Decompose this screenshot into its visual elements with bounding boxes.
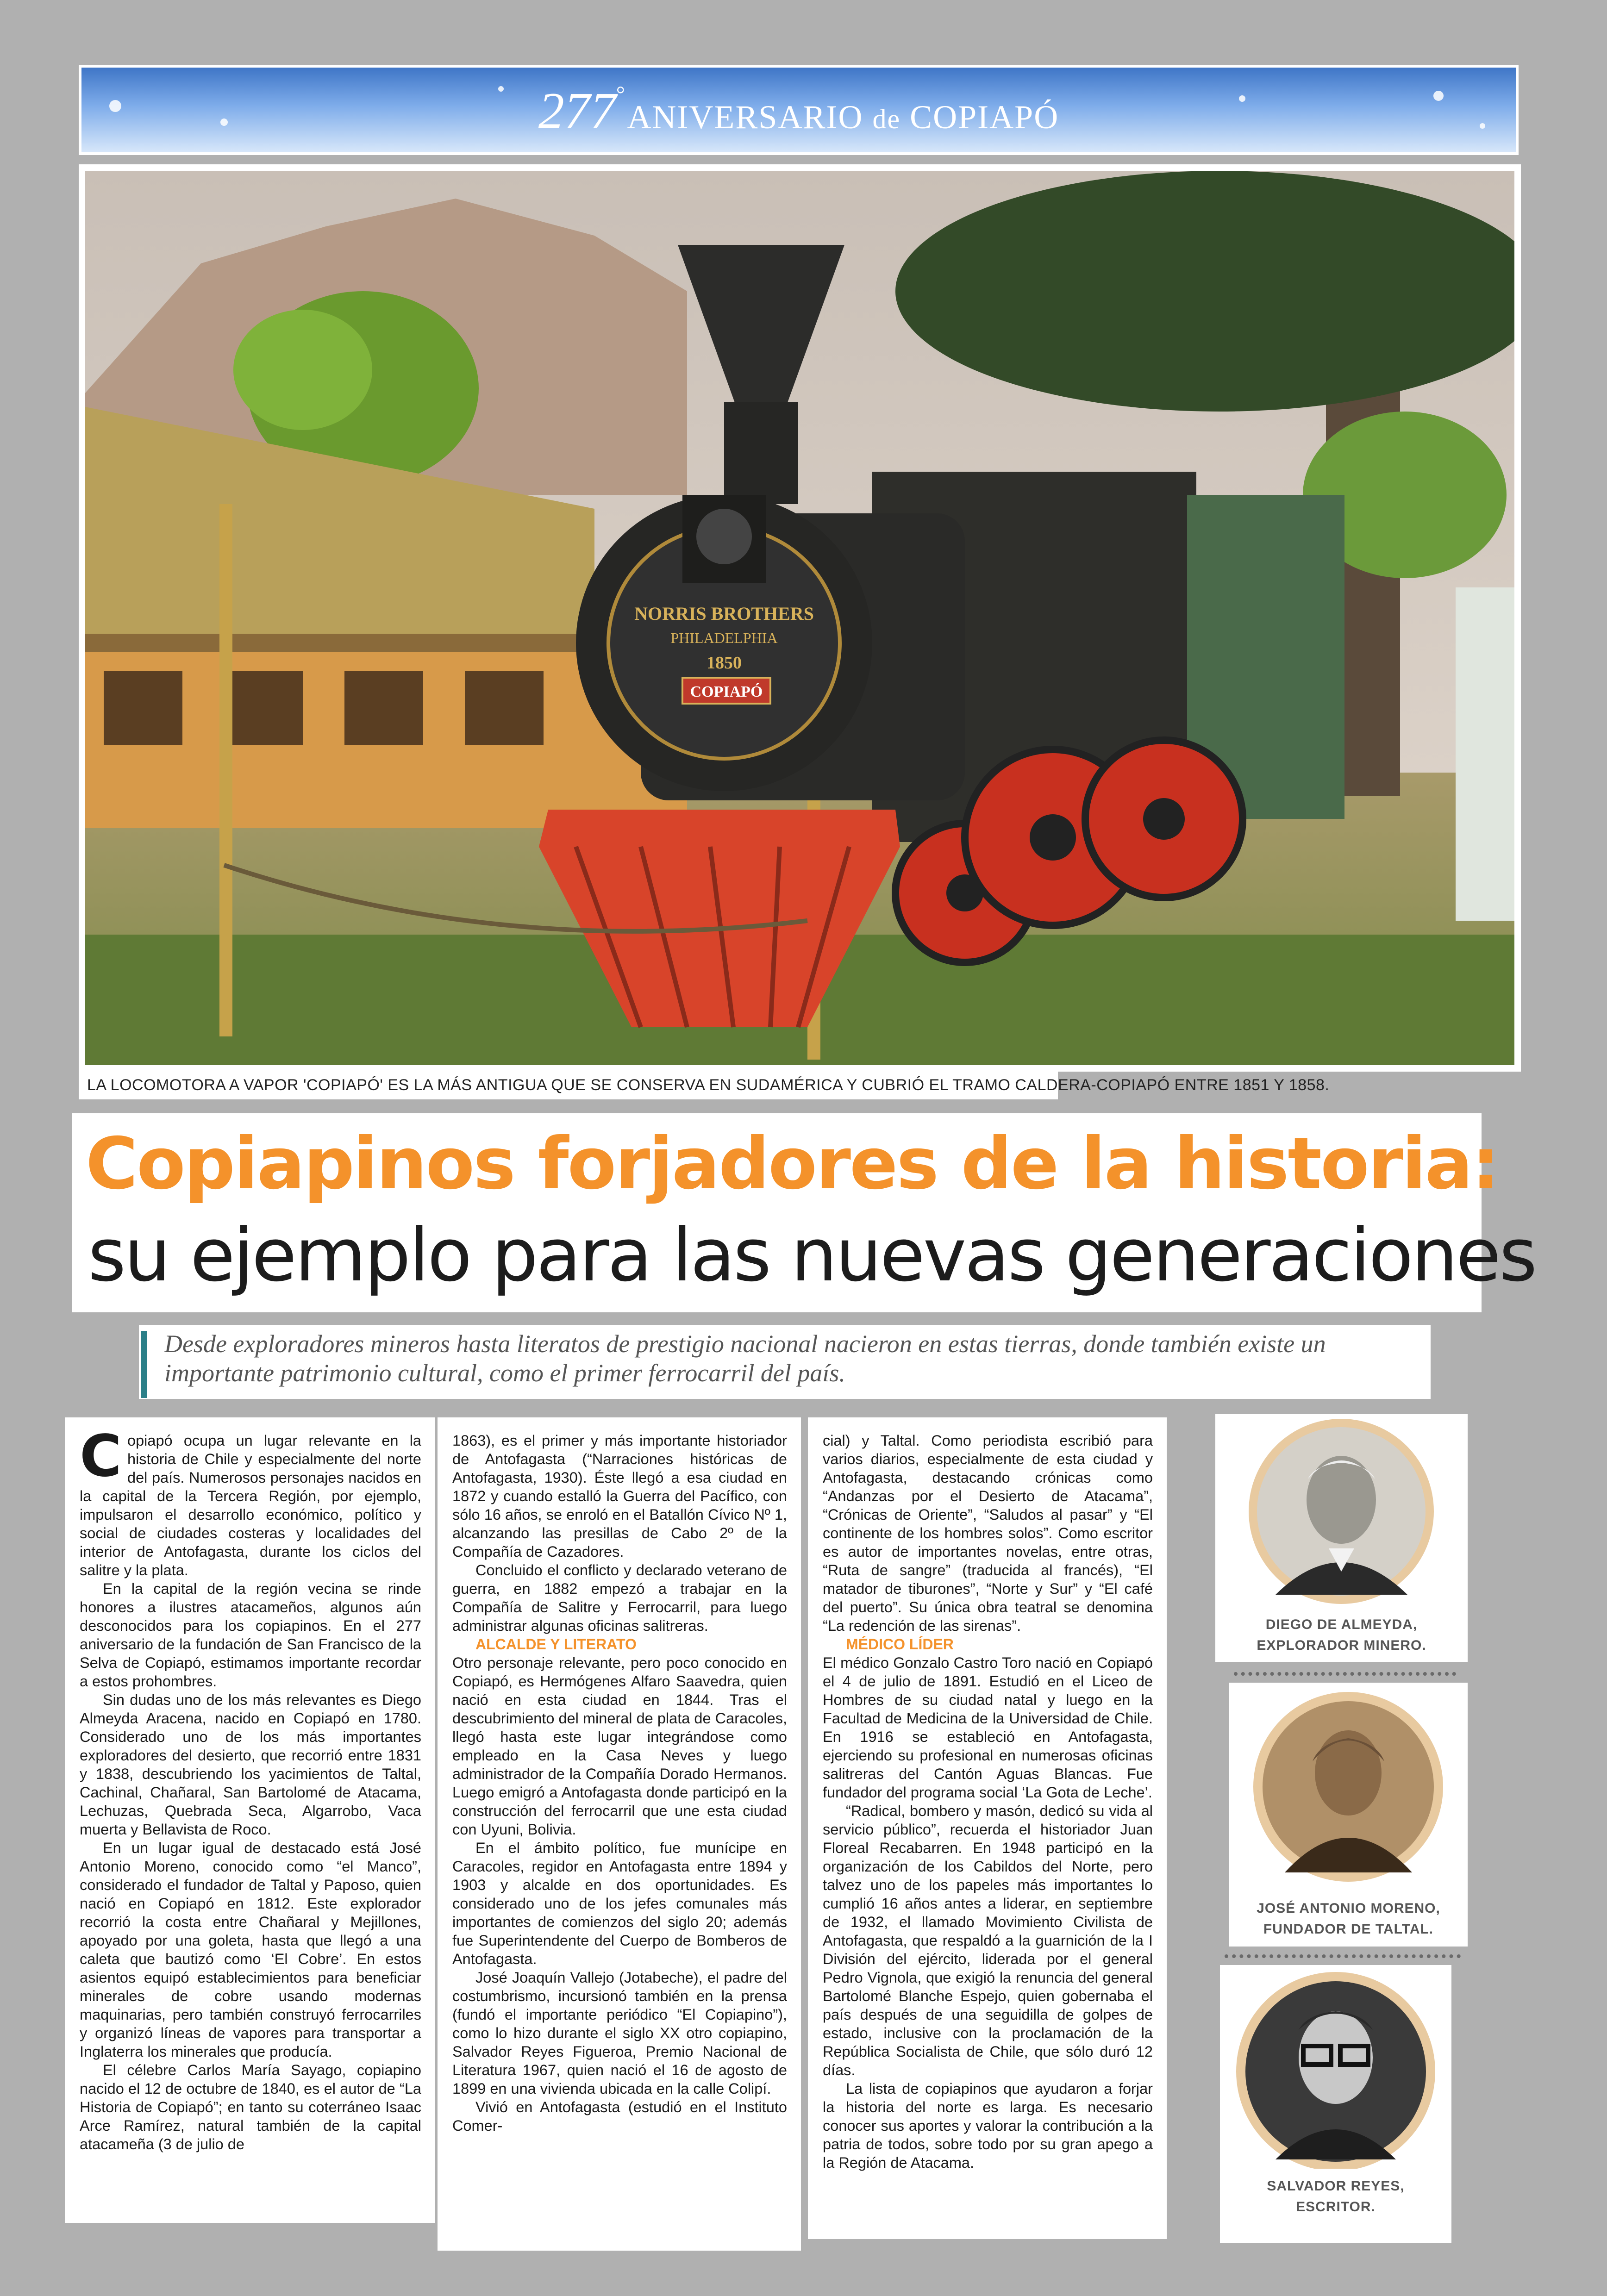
paragraph: Concluido el conflicto y declarado veterano de guerra, en 1882 empezó a trabajar en la Compañía de Salitre y Ferrocarril, para luego administrar algunas oficinas salitreras. [452,1562,787,1634]
portrait-role: ESCRITOR. [1296,2199,1376,2215]
paragraph: El médico Gonzalo Castro Toro nació en Copiapó el 4 de julio de 1891. Estudió en el Liceo de Hombres de su ciudad natal y luego en la Facultad de Medicina de la Universidad de Chile. En 1916 se estableció en Antofagasta, ejerciendo su profesional en numerosas oficinas salitreras del Cantón Aguas Blancas. Fue fundador del programa social ‘La Gota de Leche’. [823,1654,1153,1801]
portrait-caption [1215,1614,1468,1656]
lead-accent-bar [141,1331,147,1398]
portrait-jose-antonio-moreno [1229,1683,1468,1947]
section-heading: ALCALDE Y LITERATO [475,1636,637,1653]
headline-subtitle: su ejemplo para las nuevas generaciones [88,1213,1536,1298]
photo-caption: LA LOCOMOTORA A VAPOR 'COPIAPÓ' ES LA MÁS ANTIGUA QUE SE CONSERVA EN SUDAMÉRICA Y CUBRIÓ EL TRAMO CALDERA-COPIAPÓ ENTRE 1851 Y 1858. [87,1076,1330,1094]
paragraph: Vivió en Antofagasta (estudió en el Instituto Comer- [452,2099,787,2134]
portrait-caption [1229,1898,1468,1940]
locomotive-photo [79,164,1521,1072]
photo-caption-box [79,1072,1330,1099]
portrait-image [1229,1683,1468,1886]
section-heading: MÉDICO LÍDER [846,1636,954,1653]
paragraph: opiapó ocupa un lugar relevante en la historia de Chile y especialmente del norte del país. Numerosos personajes nacidos en la capital de la Tercera Región, por ejemplo, impulsaron el desarrollo económico, político y social de ciudades costeras y localidades del interior de Antofagasta, durante los ciclos del salitre y la plata. [80,1432,421,1578]
article-column-2 [438,1417,801,2251]
banner-text-b: COPIAPÓ [900,99,1059,136]
locomotive-illustration [85,171,1514,1065]
portrait-salvador-reyes [1220,1965,1451,2243]
plate-year: 1850 [707,653,742,673]
paragraph: cial) y Taltal. Como periodista escribió para varios diarios, especialmente de esta ciudad y Antofagasta, destacando crónicas como “Andanzas por el Desierto de Atacama”, “Crónicas de Oriente”, “Saludos al pasar” y “El continente de los hombres solos”. Como escritor es autor de importantes novelas, entre otras, “Ruta de sangre” (traducida al francés), “El matador de tiburones”, “Norte y Sur” y “El café del puerto”. Su única obra teatral se denomina “La redención de las sirenas”. [823,1432,1153,1634]
portrait-name: SALVADOR REYES, [1267,2178,1405,2194]
portrait-name: DIEGO DE ALMEYDA, [1265,1617,1418,1632]
plate-maker: NORRIS BROTHERS [634,603,814,624]
paragraph: En la capital de la región vecina se rinde honores a ilustres atacameños, algunos aún desconocidos para los copiapinos. En el 277 aniversario de la fundación de San Francisco de la Selva de Copiapó, estimamos importante recordar a estos prohombres. [80,1580,421,1690]
paragraph: 1863), es el primer y más importante historiador de Antofagasta (“Narraciones históricas de Antofagasta, 1930). Éste llegó a esa ciudad en 1872 y cuando estalló la Guerra del Pacífico, con sólo 16 años, se enroló en el Batallón Cívico Nº 1, alcanzando las presillas de Cabo 2º de la Compañía de Cazadores. [452,1432,787,1560]
article-column-1 [65,1417,435,2223]
banner-text-de: de [872,104,901,134]
banner-number: 277 [538,82,616,140]
paragraph: En un lugar igual de destacado está José Antonio Moreno, conocido como “el Manco”, considerado el fundador de Taltal y Paposo, quien nació en Copiapó en 1812. Este explorador recorrió la costa entre Chañaral y Mejillones, apoyado por una goleta, hasta que llegó a una caleta que bautizó como ‘El Cobre’. En estos asientos equipó establecimientos para beneficiar minerales de cobre usando modernas maquinarias, pero también construyó ferrocarriles y organizó líneas de vapores para transportar a Inglaterra los minerales que producía. [80,1840,421,2060]
lead-text: Desde exploradores mineros hasta literatos de prestigio nacional nacieron en estas tierras, donde también existe un importante patrimonio cultural, como el primer ferrocarril del país. [164,1330,1326,1387]
paragraph: En el ámbito político, fue munícipe en Caracoles, regidor en Antofagasta entre 1894 y 1903 y alcalde en dos oportunidades. Es considerado uno de los jefes comunales más importantes de comienzos del siglo 20; además fue Superintendente del Cuerpo de Bomberos de Antofagasta. [452,1840,787,1967]
plate-name: COPIAPÓ [690,683,763,700]
portrait-caption [1220,2176,1451,2217]
banner-degree: ° [616,82,625,106]
banner-title [81,81,1516,141]
portrait-image [1220,1965,1451,2169]
portrait-diego-de-almeyda [1215,1414,1468,1662]
paragraph: El célebre Carlos María Sayago, copiapino nacido el 12 de octubre de 1840, es el autor de “La Historia de Copiapó”; en tanto su coterráneo Isaac Arce Ramírez, natural también de la capital atacameña (3 de julio de [80,2062,421,2152]
article-column-3 [808,1417,1167,2239]
paragraph: José Joaquín Vallejo (Jotabeche), el padre del costumbrismo, incursionó también en la prensa (fundó el importante periódico “El Copiapino”), como lo hizo durante el siglo XX otro copiapino, Salvador Reyes Figueroa, Premio Nacional de Literatura 1967, quien nació el 16 de agosto de 1899 en una vivienda ubicada en la calle Colipí. [452,1969,787,2097]
portrait-role: FUNDADOR DE TALTAL. [1263,1922,1434,1937]
anniversary-banner [79,65,1519,155]
portrait-role: EXPLORADOR MINERO. [1257,1638,1426,1653]
banner-text [627,99,1059,136]
headline-box [72,1113,1536,1312]
portrait-name: JOSÉ ANTONIO MORENO, [1257,1901,1440,1916]
paragraph: La lista de copiapinos que ayudaron a forjar la historia del norte es larga. Es necesario conocer sus aportes y valorar la contribución a la patria de todos, sobre todo por su gran apego a la Región de Atacama. [823,2080,1153,2171]
headline-title: Copiapinos forjadores de la historia: [86,1123,1499,1205]
paragraph: Otro personaje relevante, pero poco conocido en Copiapó, es Hermógenes Alfaro Saavedra, quien nació en esta ciudad en 1844. Tras el descubrimiento del mineral de plata de Caracoles, llegó hasta este lugar integrándose como empleado en la Casa Neves y luego administrador de la Compañía Dorado Hermanos. Luego emigró a Antofagasta donde participó en la construcción del ferrocarril que une esta ciudad con Uyuni, Bolivia. [452,1654,787,1838]
banner-text-a: ANIVERSARIO [627,99,873,136]
portrait-image [1215,1414,1468,1609]
drop-cap: C [80,1423,122,1490]
plate-city: PHILADELPHIA [670,630,778,646]
paragraph: “Radical, bombero y masón, dedicó su vida al servicio público”, recuerda el historiador Juan Floreal Recabarren. En 1948 participó en la organización de los Cabildos del Norte, pero talvez uno de los papeles más importantes lo cumplió 16 años antes a liderar, en septiembre de 1932, el llamado Movimiento Civilista de Antofagasta, que respaldó a la guarnición de la I División del ejército, liderada por el general Pedro Vignola, que exigió la renuncia del general Bartolomé Blanche Espejo, quien gobernaba el país después de una seguidilla de golpes de estado, inclusive con la proclamación de la República Socialista de Chile, que sólo duró 12 días. [823,1803,1153,2078]
dotted-separator [1225,1954,1461,1958]
paragraph: Sin dudas uno de los más relevantes es Diego Almeyda Aracena, nacido en Copiapó en 1780. Considerado uno de los más importantes exploradores del desierto, que recorrió entre 1831 y 1838, descubriendo los yacimientos de Taltal, Cachinal, Chañaral, San Bartolomé de Atacama, Lechuzas, Quebrada Seca, Algarrobo, Vaca muerta y Bellavista de Roco. [80,1691,421,1838]
dotted-separator [1234,1672,1456,1676]
